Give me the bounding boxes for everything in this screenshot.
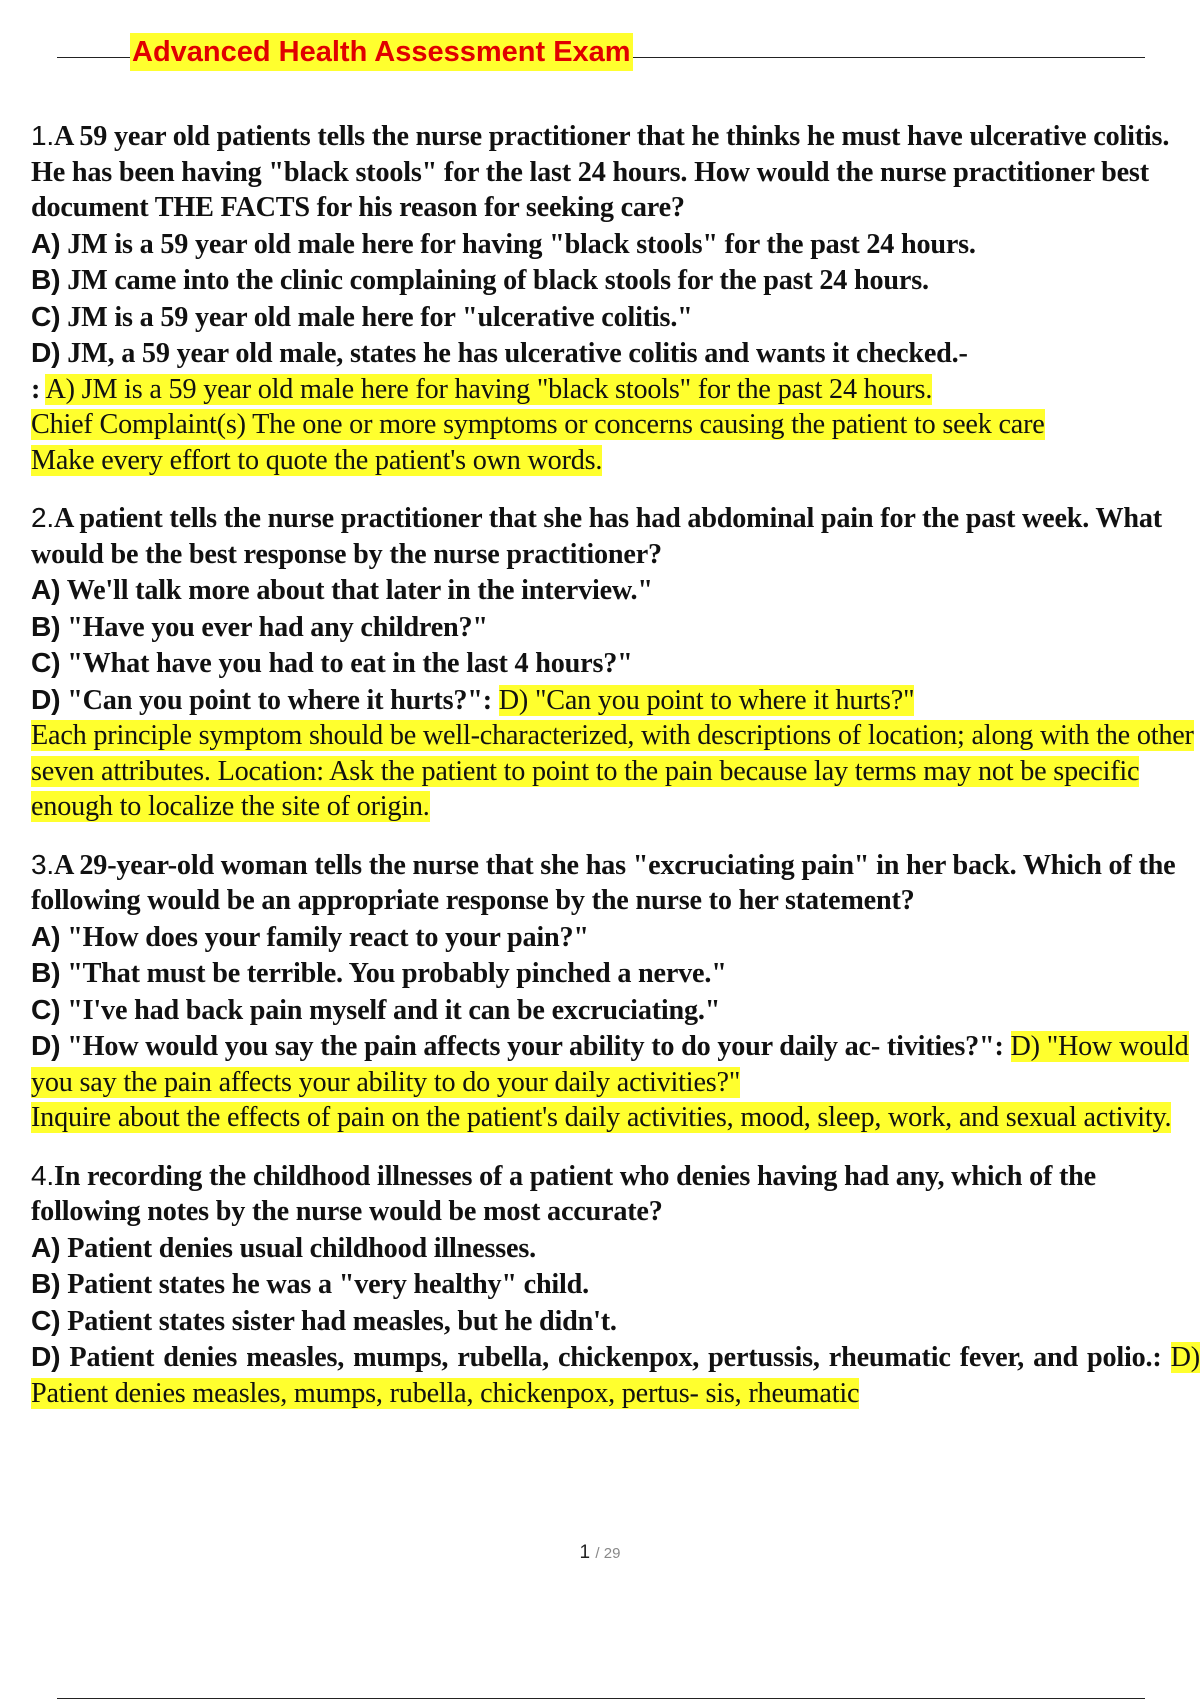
option-c: C) JM is a 59 year old male here for "ulcerative colitis." — [31, 299, 693, 333]
answer-highlight: D) "Can you point to where it hurts?" — [498, 684, 915, 716]
question-number: 4. — [31, 1159, 54, 1191]
option-a: A) Patient denies usual childhood illnesses. — [31, 1230, 536, 1264]
option-a: A) We'll talk more about that later in the interview." — [31, 573, 653, 606]
question-3 — [31, 847, 1200, 1136]
answer-highlight: D) Patient denies measles, mumps, rubella, chickenpox, pertus- sis, rheumatic — [31, 1342, 1200, 1409]
footer-rule — [57, 1698, 1145, 1699]
document-title: Advanced Health Assessment Exam — [130, 33, 633, 71]
option-d: D) "How would you say the pain affects your ability to do your daily ac- tivities?": D) "How would you say the pain affects your ability to do your daily activities?" — [31, 1029, 1189, 1098]
page-number — [0, 1542, 1200, 1564]
question-text: In recording the childhood illnesses of a patient who denies having had any, which of the following notes by the nurse would be most accurate? — [31, 1160, 1096, 1227]
option-c: C) Patient states sister had measles, but he didn't. — [31, 1303, 617, 1337]
explanation: Inquire about the effects of pain on the patient's daily activities, mood, sleep, work, and sexual activity. — [31, 1102, 1172, 1133]
option-b: B) "Have you ever had any children?" — [31, 609, 488, 643]
question-4 — [31, 1158, 1200, 1412]
question-number: 2. — [31, 502, 54, 533]
question-text: A patient tells the nurse practitioner that she has had abdominal pain for the past week. What would be the best response by the nurse practitioner? — [31, 503, 1162, 570]
question-stem — [31, 1158, 1200, 1230]
answer-highlight: D) "How would you say the pain affects your ability to do your daily activities?" — [31, 1031, 1189, 1098]
answer-separator: : — [31, 373, 41, 405]
question-text: A 59 year old patients tells the nurse practitioner that he thinks he must have ulcerative colitis. He has been having "black stools" for the last 24 hours. How would the nurse practitioner best document THE FACTS for his reason for seeking care? — [31, 121, 1170, 223]
answer-line — [31, 372, 1200, 408]
explanation-line-2: Make every effort to quote the patient's own words. — [31, 444, 603, 476]
option-a: A) "How does your family react to your pain?" — [31, 919, 589, 953]
page-total: / 29 — [595, 1545, 621, 1562]
option-c: C) "What have you had to eat in the last 4 hours?" — [31, 646, 633, 679]
question-stem — [31, 118, 1200, 226]
option-b: B) Patient states he was a "very healthy" child. — [31, 1267, 590, 1300]
question-1 — [31, 118, 1200, 478]
option-b: B) "That must be terrible. You probably pinched a nerve." — [31, 956, 727, 989]
question-number: 1. — [31, 120, 54, 151]
option-a: A) JM is a 59 year old male here for having "black stools" for the past 24 hours. — [31, 226, 976, 260]
answer-highlight: A) JM is a 59 year old male here for having "black stools" for the past 24 hours. — [45, 373, 933, 405]
explanation-line-1: Chief Complaint(s) The one or more symptoms or concerns causing the patient to seek care — [31, 409, 1045, 440]
option-b: B) JM came into the clinic complaining of black stools for the past 24 hours. — [31, 263, 929, 296]
question-stem — [31, 500, 1200, 572]
option-d: D) JM, a 59 year old male, states he has ulcerative colitis and wants it checked.- — [31, 336, 968, 369]
question-text: A 29-year-old woman tells the nurse that she has "excruciating pain" in her back. Which of the following would be an appropriate response by the nurse to her statement? — [31, 849, 1176, 916]
option-d: D) Patient denies measles, mumps, rubella, chickenpox, pertussis, rheumatic fever, and polio.: D) Patient denies measles, mumps, rubella, chickenpox, pertus- sis, rheumatic — [31, 1340, 1200, 1409]
option-d: D) "Can you point to where it hurts?": D) "Can you point to where it hurts?" — [31, 682, 915, 716]
explanation: Each principle symptom should be well-characterized, with descriptions of location; along with the other seven attributes. Location: Ask the patient to point to the pain because lay terms may not be specific enough to localize the site of origin. — [31, 720, 1194, 822]
question-2 — [31, 500, 1200, 825]
question-stem — [31, 847, 1200, 919]
option-c: C) "I've had back pain myself and it can be excruciating." — [31, 992, 721, 1026]
document-body — [31, 118, 1200, 1433]
page-current: 1 — [579, 1542, 591, 1563]
question-number: 3. — [31, 848, 54, 880]
